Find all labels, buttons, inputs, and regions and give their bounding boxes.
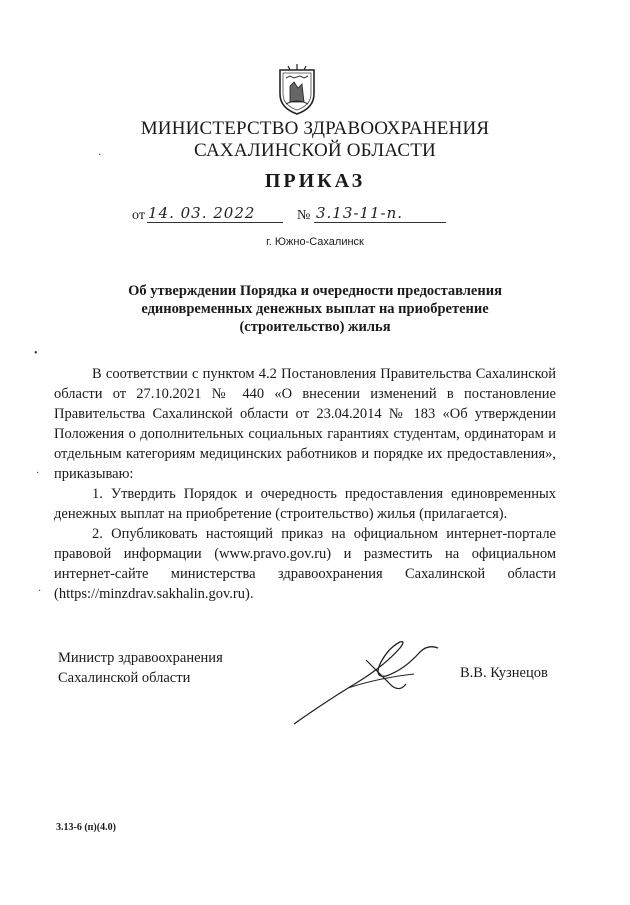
scan-speck: · xyxy=(36,468,40,479)
subject-line-3: (строительство) жилья xyxy=(239,319,391,335)
ministry-name xyxy=(0,118,630,162)
order-date: 14. 03. 2022 xyxy=(148,204,256,222)
number-prefix: № xyxy=(297,208,311,223)
order-body xyxy=(54,364,556,604)
subject-line-2: единовременных денежных выплат на приобретение xyxy=(141,301,489,317)
handwritten-signature xyxy=(288,630,448,730)
order-number: 3.13-11-п. xyxy=(316,204,404,222)
date-underline xyxy=(147,222,283,223)
position-line-1: Министр здравоохранения xyxy=(58,650,223,666)
position-line-2: Сахалинской области xyxy=(58,670,191,686)
order-item-2: 2. Опубликовать настоящий приказ на официальном интернет-портале правовой информации (www.pravo.gov.ru) и разместить на официальном интернет-сайте министерства здравоохранения Сахалинской области (https://minzdrav.sakhalin.gov.ru). xyxy=(54,526,556,602)
coat-of-arms-icon xyxy=(276,64,318,116)
ministry-line-2: САХАЛИНСКОЙ ОБЛАСТИ xyxy=(194,140,436,161)
subject-line-1: Об утверждении Порядка и очередности предоставления xyxy=(128,283,502,299)
order-title: ПРИКАЗ xyxy=(264,170,366,192)
ministry-line-1: МИНИСТЕРСТВО ЗДРАВООХРАНЕНИЯ xyxy=(140,118,490,139)
date-prefix: от xyxy=(132,208,145,223)
order-item-1: 1. Утвердить Порядок и очередность предоставления единовременных денежных выплат на приобретение (строительство) жилья (прилагается). xyxy=(54,486,556,522)
city-label: г. Южно-Сахалинск xyxy=(266,236,364,248)
order-subject xyxy=(0,282,630,336)
signatory-name: В.В. Кузнецов xyxy=(460,665,548,681)
number-underline xyxy=(314,222,446,223)
scan-speck: • xyxy=(34,348,38,359)
signatory-position xyxy=(58,648,223,688)
document-code: 3.13-6 (п)(4.0) xyxy=(56,822,116,833)
scan-speck: · xyxy=(38,586,42,597)
preamble-paragraph: В соответствии с пунктом 4.2 Постановления Правительства Сахалинской области от 27.10.2021 № 440 «О внесении изменений в постановление Правительства Сахалинской области от 23.04.2014 № 183 «Об утверждении Положения о дополнительных социальных гарантиях студентам, ординаторам и отдельным категориям медицинских работников и порядке их предоставления», приказываю: xyxy=(54,366,556,482)
scan-speck: · xyxy=(98,150,102,161)
